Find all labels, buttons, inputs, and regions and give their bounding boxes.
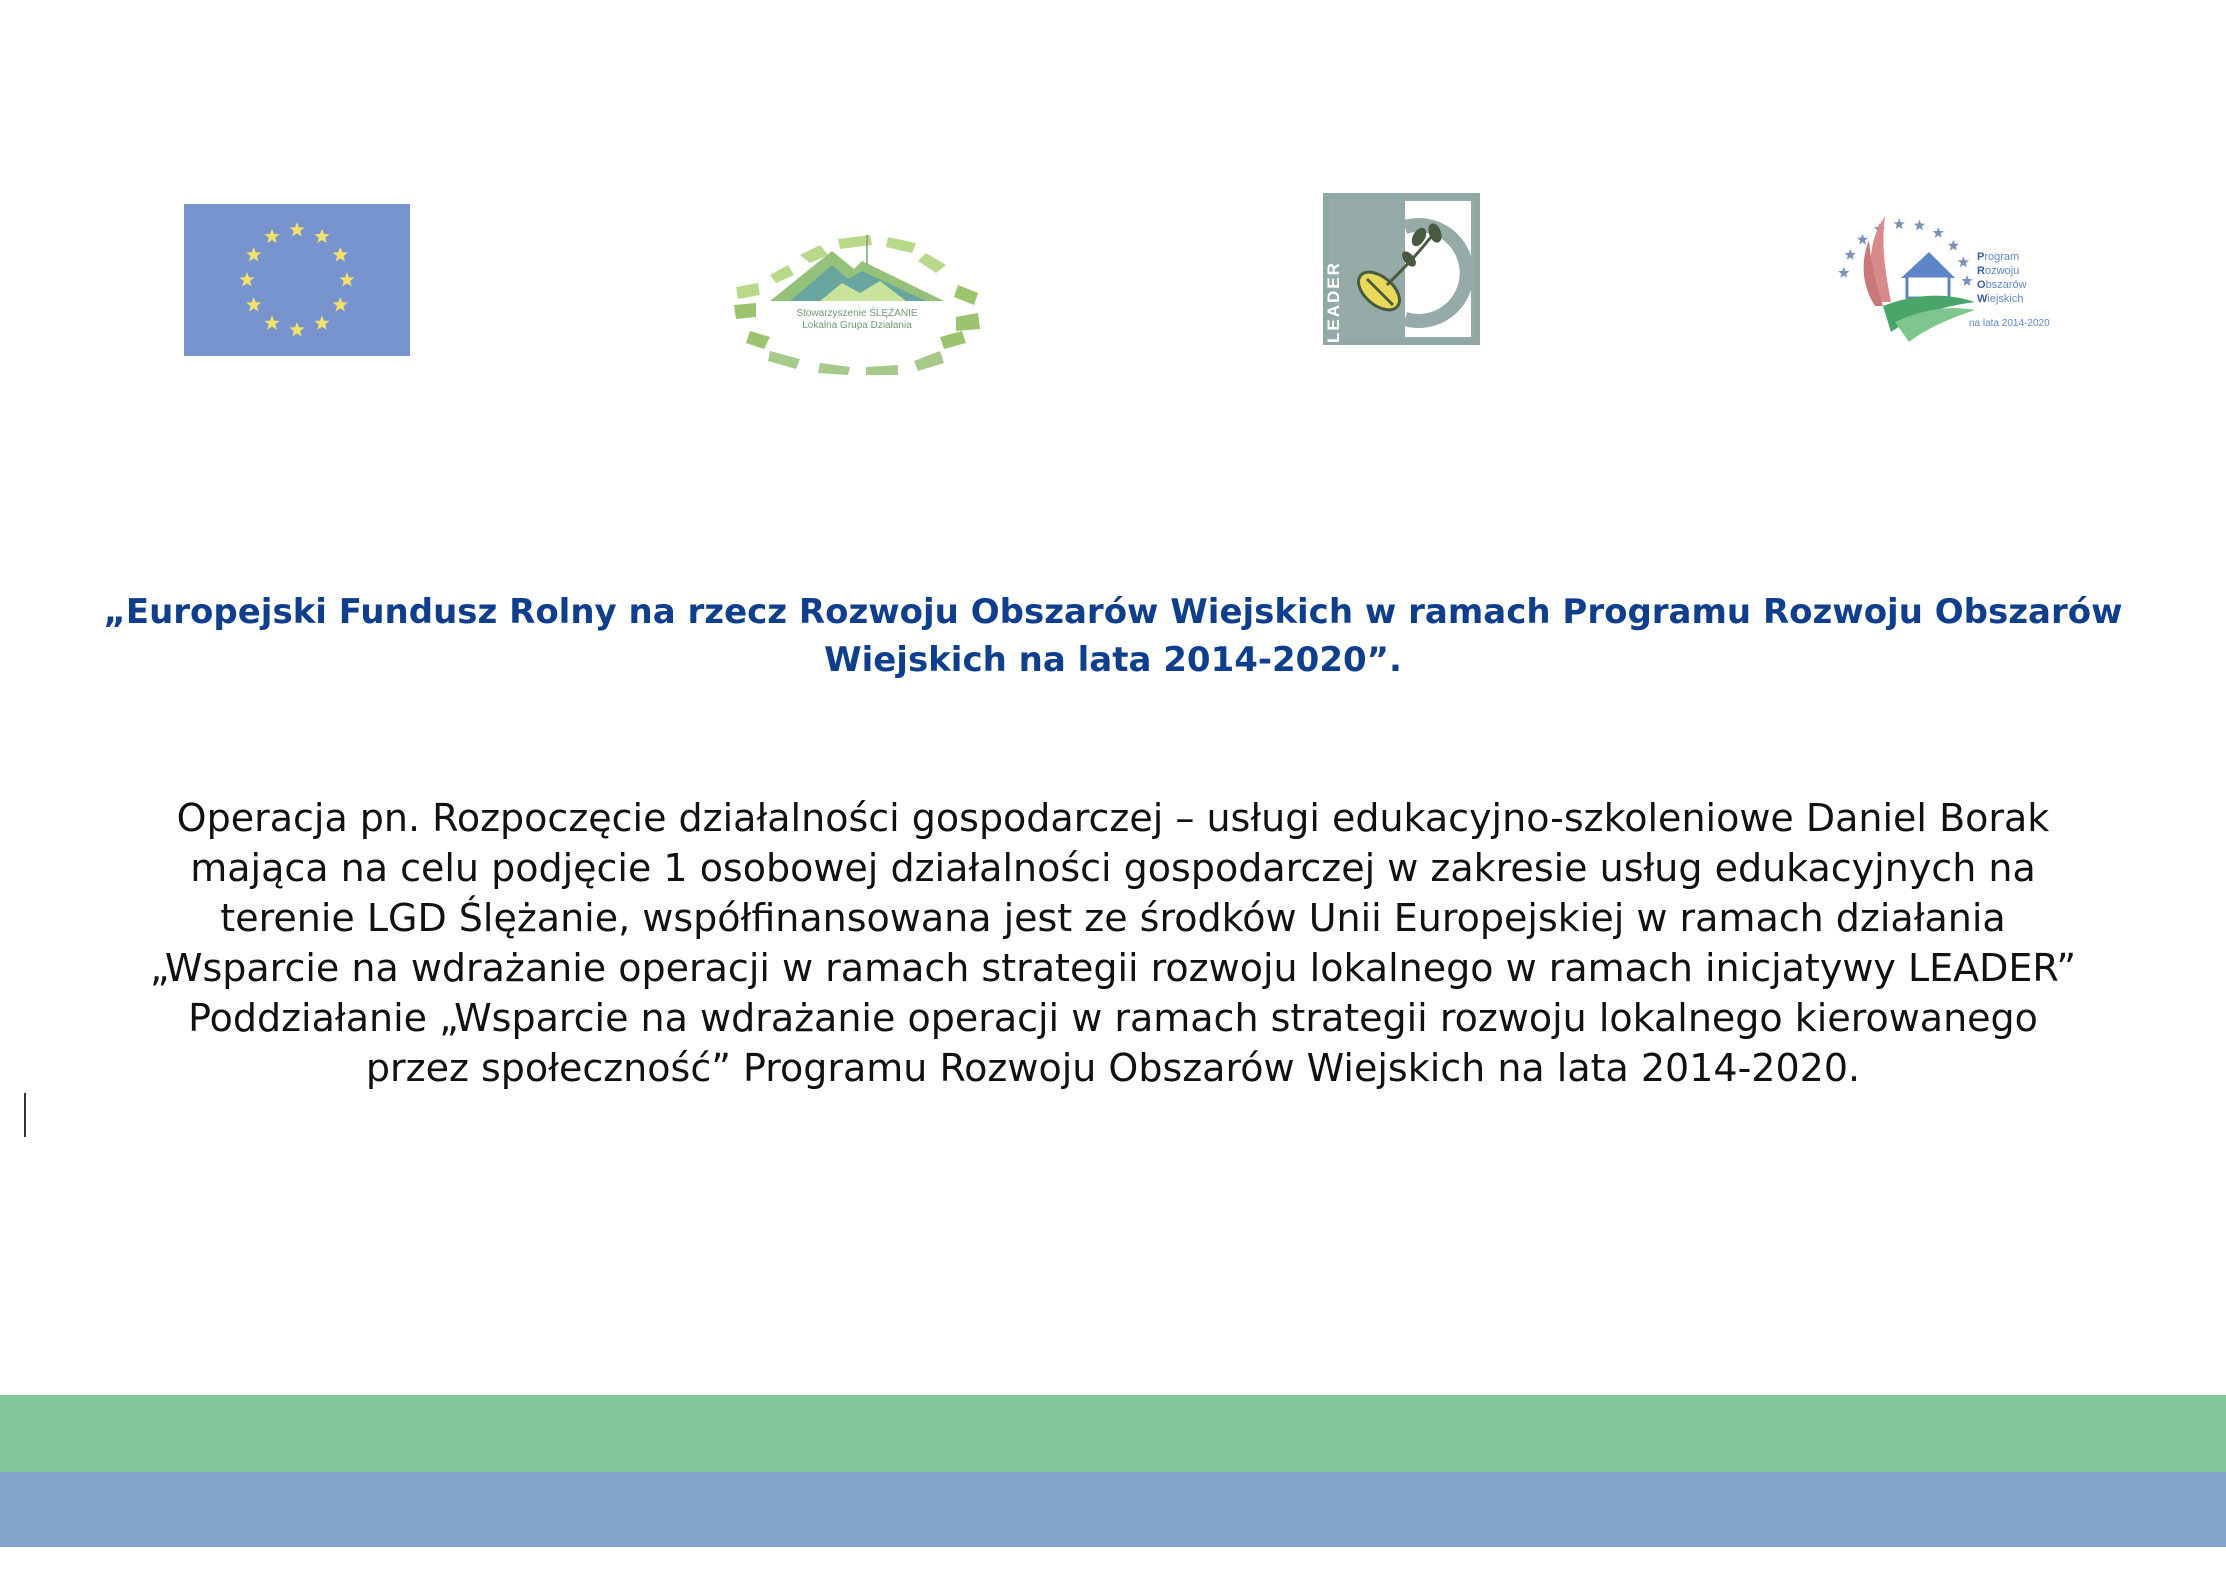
prow-star-icon — [1933, 227, 1944, 238]
operation-description — [20, 793, 2206, 1137]
lgd-subtitle: Lokalna Grupa Działania — [802, 320, 912, 331]
body-line: terenie LGD Ślężanie, współfinansowana jest ze środków Unii Europejskiej w ramach działania — [220, 896, 2006, 940]
prow-word-program: Program — [1977, 251, 2020, 263]
prow-star-icon — [1838, 267, 1849, 278]
headline-line: Wiejskich na lata 2014-2020”. — [824, 640, 1402, 680]
lgd-logo — [730, 225, 984, 375]
headline-line: „Europejski Fundusz Rolny na rzecz Rozwoju Obszarów Wiejskich w ramach Programu Rozwoju Obszarów — [103, 592, 2123, 632]
footer-band-green — [0, 1395, 2226, 1472]
prow-star-icon — [1857, 234, 1868, 245]
prow-word-obszarow: Obszarów — [1977, 279, 2027, 291]
village-stars-icon — [1838, 216, 1975, 342]
prow-word-rozwoju: Rozwoju — [1977, 265, 2020, 277]
prow-star-icon — [1845, 249, 1856, 260]
body-line: mająca na celu podjęcie 1 osobowej działalności gospodarczej w zakresie usług edukacyjnych na — [190, 846, 2036, 890]
prow-star-icon — [1961, 275, 1972, 286]
body-line: Operacja pn. Rozpoczęcie działalności gospodarczej – usługi edukacyjno-szkoleniowe Daniel Borak — [176, 796, 2050, 840]
prow-star-icon — [1958, 256, 1969, 267]
eu-flag-icon — [184, 204, 410, 356]
prow-logo — [1825, 210, 2065, 348]
footer-band-blue — [0, 1472, 2226, 1547]
prow-word-wiejskich: Wiejskich — [1977, 293, 2024, 305]
headline — [60, 588, 2166, 684]
body-line: „Wsparcie na wdrażanie operacji w ramach strategii rozwoju lokalnego w ramach inicjatywy LEADER” — [149, 946, 2077, 990]
prow-star-icon — [1893, 218, 1904, 229]
body-line-last — [20, 1043, 2206, 1137]
leader-text: LEADER — [1324, 261, 1343, 343]
leader-logo — [1323, 193, 1480, 345]
text-caret — [24, 1093, 26, 1137]
mountain-circle-icon — [734, 235, 980, 375]
prow-star-icon — [1948, 240, 1959, 251]
lgd-name: Stowarzyszenie ŚLĘŻANIE — [796, 308, 918, 319]
body-line: przez społeczność” Programu Rozwoju Obszarów Wiejskich na lata 2014-2020. — [365, 1046, 1861, 1090]
prow-years: na lata 2014-2020 — [1969, 318, 2050, 329]
prow-star-icon — [1914, 220, 1925, 231]
body-line: Poddziałanie „Wsparcie na wdrażanie operacji w ramach strategii rozwoju lokalnego kierowanego — [188, 996, 2038, 1040]
